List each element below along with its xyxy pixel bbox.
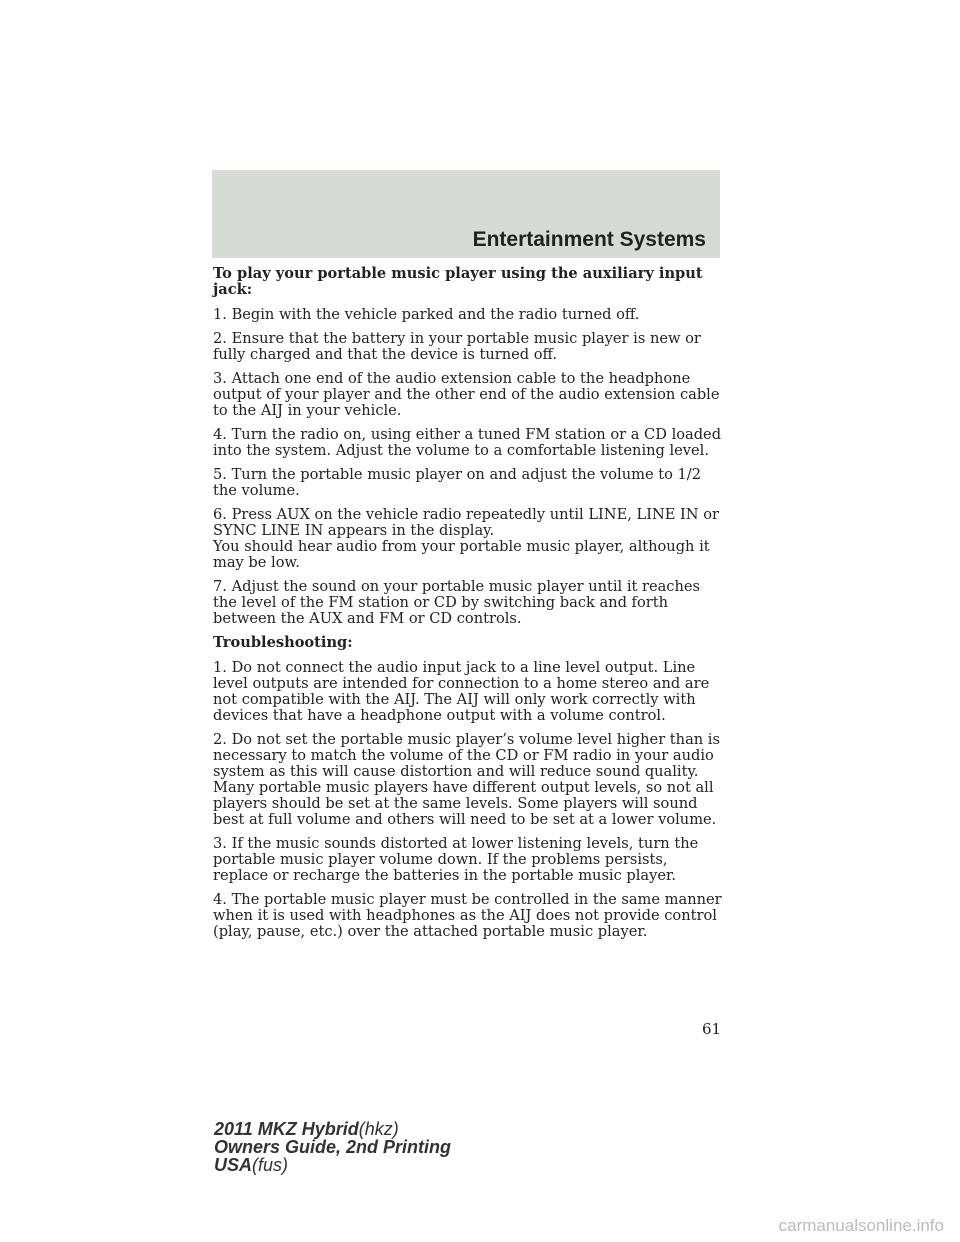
instruction-step: 5. Turn the portable music player on and adjust the volume to 1/2 the volume. (213, 466, 702, 499)
section-title: Entertainment Systems (472, 228, 706, 251)
instruction-note: You should hear audio from your portable music player, although it may be low. (213, 538, 710, 571)
watermark-link[interactable]: carmanualsonline.info (778, 1216, 944, 1235)
troubleshooting-item: 3. If the music sounds distorted at lower listening levels, turn the portable music player volume down. If the problems persists, replace or recharge the batteries in the portable music player. (213, 835, 699, 884)
footer-model-code: (hkz) (358, 1119, 399, 1139)
instruction-step: 7. Adjust the sound on your portable music player until it reaches the level of the FM station or CD by switching back and forth between the AUX and FM or CD controls. (213, 578, 701, 627)
instructions-heading: To play your portable music player using the auxiliary input jack: (213, 265, 703, 298)
troubleshooting-heading: Troubleshooting: (213, 634, 353, 651)
page-number: 61 (702, 1020, 722, 1038)
instruction-step: 3. Attach one end of the audio extension cable to the headphone output of your player and the other end of the audio extension cable to the AIJ in your vehicle. (213, 370, 720, 419)
footer-market: USA (214, 1155, 253, 1175)
troubleshooting-item: 4. The portable music player must be controlled in the same manner when it is used with headphones as the AIJ does not provide control (play, pause, etc.) over the attached portable music player. (213, 891, 722, 940)
page-content (213, 266, 723, 948)
troubleshooting-item: 1. Do not connect the audio input jack to a line level output. Line level outputs are intended for connection to a home stereo and are not compatible with the AIJ. The AIJ will only work correctly with devices that have a headphone output with a volume control. (213, 659, 710, 724)
instruction-step: 1. Begin with the vehicle parked and the radio turned off. (213, 306, 640, 323)
troubleshooting-item: 2. Do not set the portable music player’s volume level higher than is necessary to match the volume of the CD or FM radio in your audio system as this will cause distortion and will reduce sound quality. Many portable music players have different output levels, so not all players should be set at the same levels. Some players will sound best at full volume and others will need to be set at a lower volume. (213, 731, 720, 828)
footer-model: 2011 MKZ Hybrid (214, 1119, 359, 1139)
footer-guide: Owners Guide, 2nd Printing (214, 1137, 452, 1157)
instruction-step: 6. Press AUX on the vehicle radio repeatedly until LINE, LINE IN or SYNC LINE IN appears in the display. (213, 506, 719, 539)
instruction-step: 4. Turn the radio on, using either a tuned FM station or a CD loaded into the system. Adjust the volume to a comfortable listening level. (213, 426, 722, 459)
instruction-step: 2. Ensure that the battery in your portable music player is new or fully charged and that the device is turned off. (213, 330, 701, 363)
section-header-band (212, 170, 720, 258)
footer-market-code: (fus) (252, 1155, 289, 1175)
document-footer (214, 1120, 451, 1174)
